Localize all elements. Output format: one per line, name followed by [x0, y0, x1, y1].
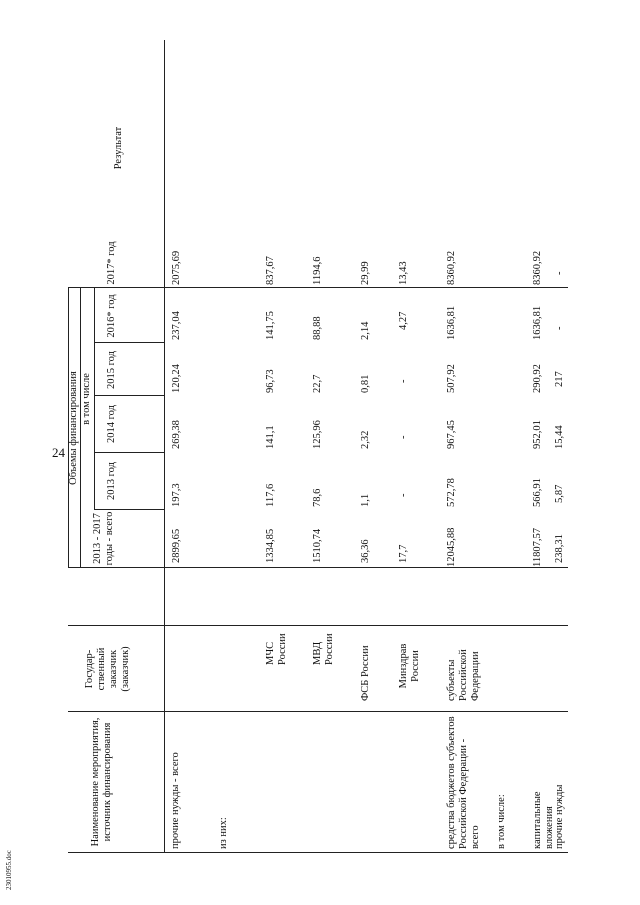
header-2017: 2017* год	[106, 241, 117, 285]
row-2013: 5,87	[554, 484, 565, 503]
row-total: 1510,74	[312, 528, 323, 563]
row-customer: МВД России	[312, 633, 335, 665]
row-2013: -	[398, 493, 409, 497]
row-2013: 197,3	[171, 483, 182, 507]
row-name: прочие нужды - всего	[170, 752, 181, 849]
row-customer: субъекты Российской Федерации	[446, 649, 481, 701]
row-customer: ФСБ России	[360, 645, 371, 701]
row-name: в том числе:	[496, 794, 507, 849]
row-2015: 290,92	[532, 364, 543, 393]
row-2016: 88,88	[312, 316, 323, 340]
row-name: капитальные вложения	[532, 791, 555, 849]
row-name: средства бюджетов субъектов Российской Федерации - всего	[446, 716, 481, 849]
header-result: Результат	[113, 126, 124, 170]
row-2013: 572,78	[446, 478, 457, 507]
header-2016: 2016* год	[106, 294, 117, 338]
row-total: 2899,65	[171, 528, 182, 563]
row-2017: 837,67	[265, 256, 276, 285]
row-2014: 2,32	[360, 430, 371, 449]
row-2013: 117,6	[265, 483, 276, 507]
row-2014: 141,1	[265, 425, 276, 449]
row-2016: 2,14	[360, 321, 371, 340]
row-2013: 78,6	[312, 488, 323, 507]
row-name: из них:	[218, 817, 229, 849]
row-2016: 1636,81	[532, 305, 543, 340]
row-2013: 1,1	[360, 493, 371, 507]
row-total: 12045,88	[446, 527, 457, 567]
row-2014: 125,96	[312, 420, 323, 449]
row-2016: 1636,81	[446, 305, 457, 340]
header-volumes: Объемы финансирования	[68, 371, 79, 485]
page-number: 24	[52, 445, 65, 460]
row-2016: 4,27	[398, 311, 409, 330]
row-2013: 566,91	[532, 478, 543, 507]
row-2017: 1194,6	[312, 256, 323, 285]
row-customer: Минздрав России	[398, 643, 421, 689]
header-2013: 2013 год	[106, 462, 117, 500]
row-total: 238,31	[554, 534, 565, 563]
header-name: Наименование мероприятия, источник финансирования	[90, 717, 113, 847]
row-2015: 507,92	[446, 364, 457, 393]
header-2014: 2014 год	[106, 405, 117, 443]
row-2016: 237,04	[171, 311, 182, 340]
row-2015: 217	[554, 371, 565, 387]
header-customer: Государ-ственный заказчик (заказчик)	[84, 646, 131, 692]
header-period-total: 2013 - 2017 годы - всего	[92, 511, 115, 566]
row-2017: 2075,69	[171, 250, 182, 285]
header-including: в том числе	[81, 373, 92, 425]
row-2015: 22,7	[312, 374, 323, 393]
row-2017: 8360,92	[532, 250, 543, 285]
row-2015: -	[398, 379, 409, 383]
rotated-table	[68, 40, 568, 853]
row-2016: -	[554, 326, 565, 330]
header-2015: 2015 год	[106, 351, 117, 389]
row-2016: 141,75	[265, 311, 276, 340]
row-2015: 120,24	[171, 364, 182, 393]
row-total: 11807,57	[532, 528, 543, 567]
row-2015: 96,73	[265, 369, 276, 393]
row-2014: 952,01	[532, 420, 543, 449]
row-2017: 29,99	[360, 261, 371, 285]
row-total: 17,7	[398, 544, 409, 563]
file-name: 23010955.doc	[5, 850, 13, 890]
row-2014: -	[398, 435, 409, 439]
row-2015: 0,81	[360, 374, 371, 393]
row-2014: 967,45	[446, 420, 457, 449]
row-2014: 269,38	[171, 420, 182, 449]
row-2017: 8360,92	[446, 250, 457, 285]
row-2017: -	[554, 271, 565, 275]
row-2017: 13,43	[398, 261, 409, 285]
row-name: прочие нужды	[554, 784, 565, 849]
row-2014: 15,44	[554, 425, 565, 449]
row-total: 1334,85	[265, 528, 276, 563]
row-total: 36,36	[360, 539, 371, 563]
row-customer: МЧС России	[265, 633, 288, 665]
